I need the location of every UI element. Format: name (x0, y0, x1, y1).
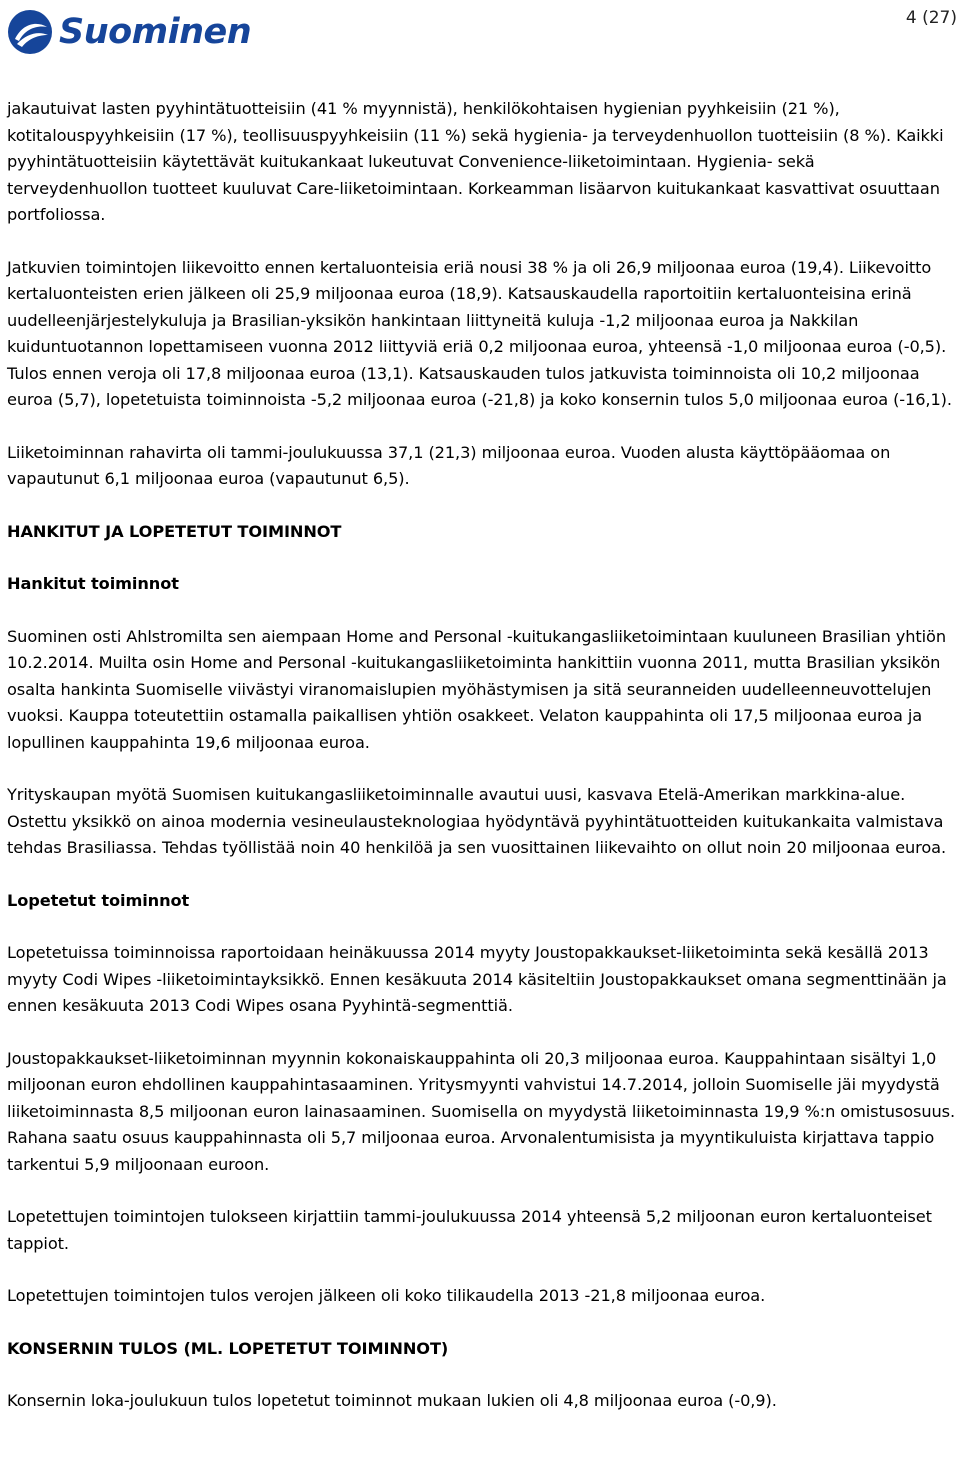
paragraph-cash-flow: Liiketoiminnan rahavirta oli tammi-joulukuussa 37,1 (21,3) miljoonaa euroa. Vuoden alusta käyttöpääomaa on vapautunut 6,1 miljoonaa euroa (vapautunut 6,5). (7, 442, 891, 488)
page-header (0, 0, 960, 70)
heading-acquired-operations: Hankitut toiminnot (7, 574, 179, 593)
heading-discontinued-operations: Lopetetut toiminnot (7, 890, 190, 910)
paragraph-brazil-acquisition: Suominen osti Ahlstromilta sen aiempaan Home and Personal -kuitukangasliiketoimintaan kuuluneen Brasilian yhtiön 10.2.2014. Muilta osin Home and Personal -kuitukangasliiketoiminta hankittiin vuonna 2011, mutta Brasilian yksikön osalta hankinta Suomiselle viivästyi viranomaislupien myöhästymisen ja sitä seuranneiden uudelleenneuvottelujen vuoksi. Kauppa toteutettiin ostamalla paikallisen yhtiön osakkeet. Velaton kauppahinta oli 17,5 miljoonaa euroa ja lopullinen kauppahinta 19,6 miljoonaa euroa. (7, 626, 947, 752)
heading-acquired-discontinued: HANKITUT JA LOPETETUT TOIMINNOT (7, 521, 342, 541)
paragraph-discontinued-losses: Lopetettujen toimintojen tulokseen kirjattiin tammi-joulukuussa 2014 yhteensä 5,2 miljoonan euron kertaluonteiset tappiot. (7, 1207, 932, 1253)
paragraph-discontinued-reporting: Lopetetuissa toiminnoissa raportoidaan heinäkuussa 2014 myyty Joustopakkaukset-liiketoiminta sekä kesällä 2013 myyty Codi Wipes -liiketoimintayksikkö. Ennen kesäkuuta 2014 käsiteltiin Joustopakkaukset omana segmenttinään ja ennen kesäkuuta 2013 Codi Wipes osana Pyyhintä-segmenttiä. (7, 943, 947, 1015)
paragraph-segments: jakautuivat lasten pyyhintätuotteisiin (41 % myynnistä), henkilökohtaisen hygienian pyyhkeisiin (21 %), kotitalouspyyhkeisiin (17 %), teollisuuspyyhkeisiin (11 %) sekä hygienia- ja terveydenhuollon tuotteisiin (8 %). Kaikki pyyhintätuotteisiin käytettävät kuitukankaat lukeutuvat Convenience-liiketoimintaan. Hygienia- sekä terveydenhuollon tuotteet kuuluvat Care-liiketoimintaan. Korkeamman lisäarvon kuitukankaat kasvattivat osuuttaan portfoliossa. (7, 99, 944, 224)
logo-text: Suominen (59, 12, 252, 52)
paragraph-flexible-packaging-sale: Joustopakkaukset-liiketoiminnan myynnin kokonaiskauppahinta oli 20,3 miljoonaa euroa. Kauppahintaan sisältyi 1,0 miljoonan euron ehdollinen kauppahintasaaminen. Yritysmyynti vahvistui 14.7.2014, jolloin Suomiselle jäi myydystä liiketoiminnasta 8,5 miljoonan euron lainasaaminen. Suomisella on myydystä liiketoiminnasta 19,9 %:n omistusosuus. Rahana saatu osuus kauppahinnasta oli 5,7 miljoonaa euroa. Arvonalentumisista ja myyntikuluista kirjattava tappio tarkentui 5,9 miljoonaan euroon. (7, 1048, 956, 1174)
document-body (7, 96, 957, 1441)
company-logo (7, 8, 251, 56)
paragraph-south-america-market: Yrityskaupan myötä Suomisen kuitukangasliiketoiminnalle avautui uusi, kasvava Etelä-Amerikan markkina-alue. Ostettu yksikkö on ainoa modernia vesineulausteknologiaa hyödyntävä pyyhintätuotteiden kuitukankaita valmistava tehdas Brasiliassa. Tehdas työllistää noin 40 henkilöä ja sen vuosittainen liikevaihto on ollut noin 20 miljoonaa euroa. (7, 785, 947, 857)
paragraph-operating-profit: Jatkuvien toimintojen liikevoitto ennen kertaluonteisia eriä nousi 38 % ja oli 26,9 miljoonaa euroa (19,4). Liikevoitto kertaluonteisten erien jälkeen oli 25,9 miljoonaa euroa (18,9). Katsauskaudella raportoitiin kertaluonteisina erinä uudelleenjärjestelykuluja ja Brasilian-yksikön hankintaan liittyneitä kuluja -1,2 miljoonaa euroa ja Nakkilan kuiduntuotannon lopettamiseen vuonna 2012 liittyviä eriä 0,2 miljoonaa euroa, yhteensä -1,0 miljoonaa euroa (-0,5). Tulos ennen veroja oli 17,8 miljoonaa euroa (13,1). Katsauskauden tulos jatkuvista toiminnoista oli 10,2 miljoonaa euroa (5,7), lopetetuista toiminnoista -5,2 miljoonaa euroa (-21,8) ja koko konsernin tulos 5,0 miljoonaa euroa (-16,1). (7, 257, 952, 409)
paragraph-discontinued-result-2013: Lopetettujen toimintojen tulos verojen jälkeen oli koko tilikaudella 2013 -21,8 miljoonaa euroa. (7, 1286, 766, 1305)
paragraph-q4-group-result: Konsernin loka-joulukuun tulos lopetetut toiminnot mukaan lukien oli 4,8 miljoonaa euroa (-0,9). (7, 1391, 777, 1410)
suominen-logo-icon (7, 9, 53, 55)
page-number: 4 (27) (905, 8, 957, 28)
heading-group-result: KONSERNIN TULOS (ML. LOPETETUT TOIMINNOT) (7, 1338, 449, 1358)
